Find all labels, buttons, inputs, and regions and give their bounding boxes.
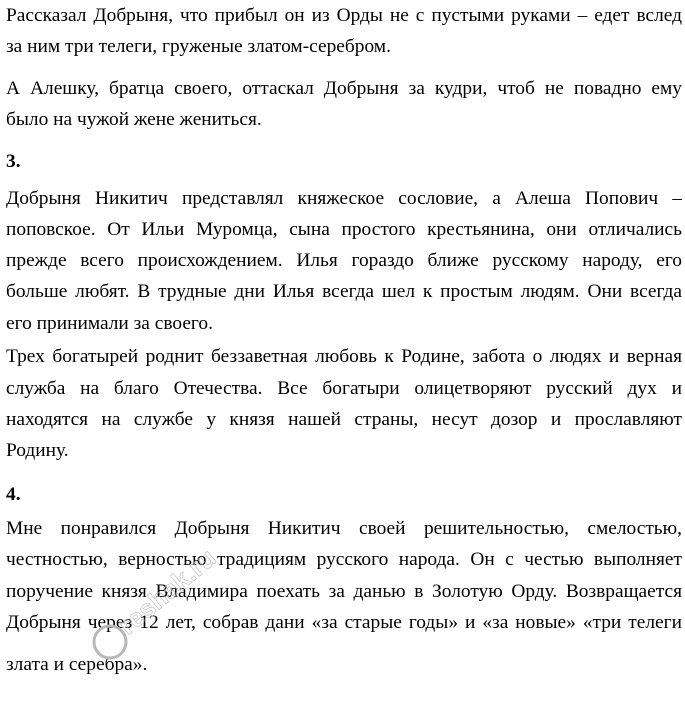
- text-line: было на чужой жене жениться.: [6, 109, 262, 130]
- text-line: Рассказал Добрыня, что прибыл он из Орды не с пустыми руками – едет вслед: [6, 5, 682, 26]
- text-line: больше любят. В трудные дни Илья всегда шел к простым людям. Они всегда: [6, 281, 682, 302]
- section-heading: 4.: [6, 484, 21, 505]
- text-line: служба на благо Отечества. Все богатыри олицетворяют русский дух и: [6, 378, 682, 399]
- svg-text:reshak.ru: reshak.ru: [112, 542, 222, 641]
- text-line: находятся на службе у князя нашей страны, несут дозор и прославляют: [6, 409, 682, 430]
- text-line: Добрыня Никитич представлял княжеское сословие, а Алеша Попович –: [6, 188, 682, 209]
- text-line: его принимали за своего.: [6, 313, 213, 334]
- text-line: Добрыня через 12 лет, собрав дани «за старые годы» и «за новые» «три телеги: [6, 612, 682, 633]
- text-line: Трех богатырей роднит беззаветная любовь к Родине, забота о людях и верная: [6, 346, 682, 367]
- text-line: поповское. От Ильи Муромца, сына простого крестьянина, они отличались: [6, 219, 682, 240]
- text-line: А Алешку, братца своего, оттаскал Добрыня за кудри, чтоб не повадно ему: [6, 78, 682, 99]
- text-line: Родину.: [6, 440, 69, 461]
- section-heading: 3.: [6, 151, 21, 172]
- text-line: злата и серебра».: [6, 654, 148, 675]
- text-line: прежде всего происхождением. Илья гораздо ближе русскому народу, его: [6, 250, 682, 271]
- text-line: Мне понравился Добрыня Никитич своей решительностью, смелостью,: [6, 518, 682, 539]
- text-line: честностью, верностью традициям русского народа. Он с честью выполняет: [6, 549, 682, 570]
- text-line: за ним три телеги, груженые златом-серебром.: [6, 36, 391, 57]
- text-line: поручение князя Владимира поехать за данью в Золотую Орду. Возвращается: [6, 581, 682, 602]
